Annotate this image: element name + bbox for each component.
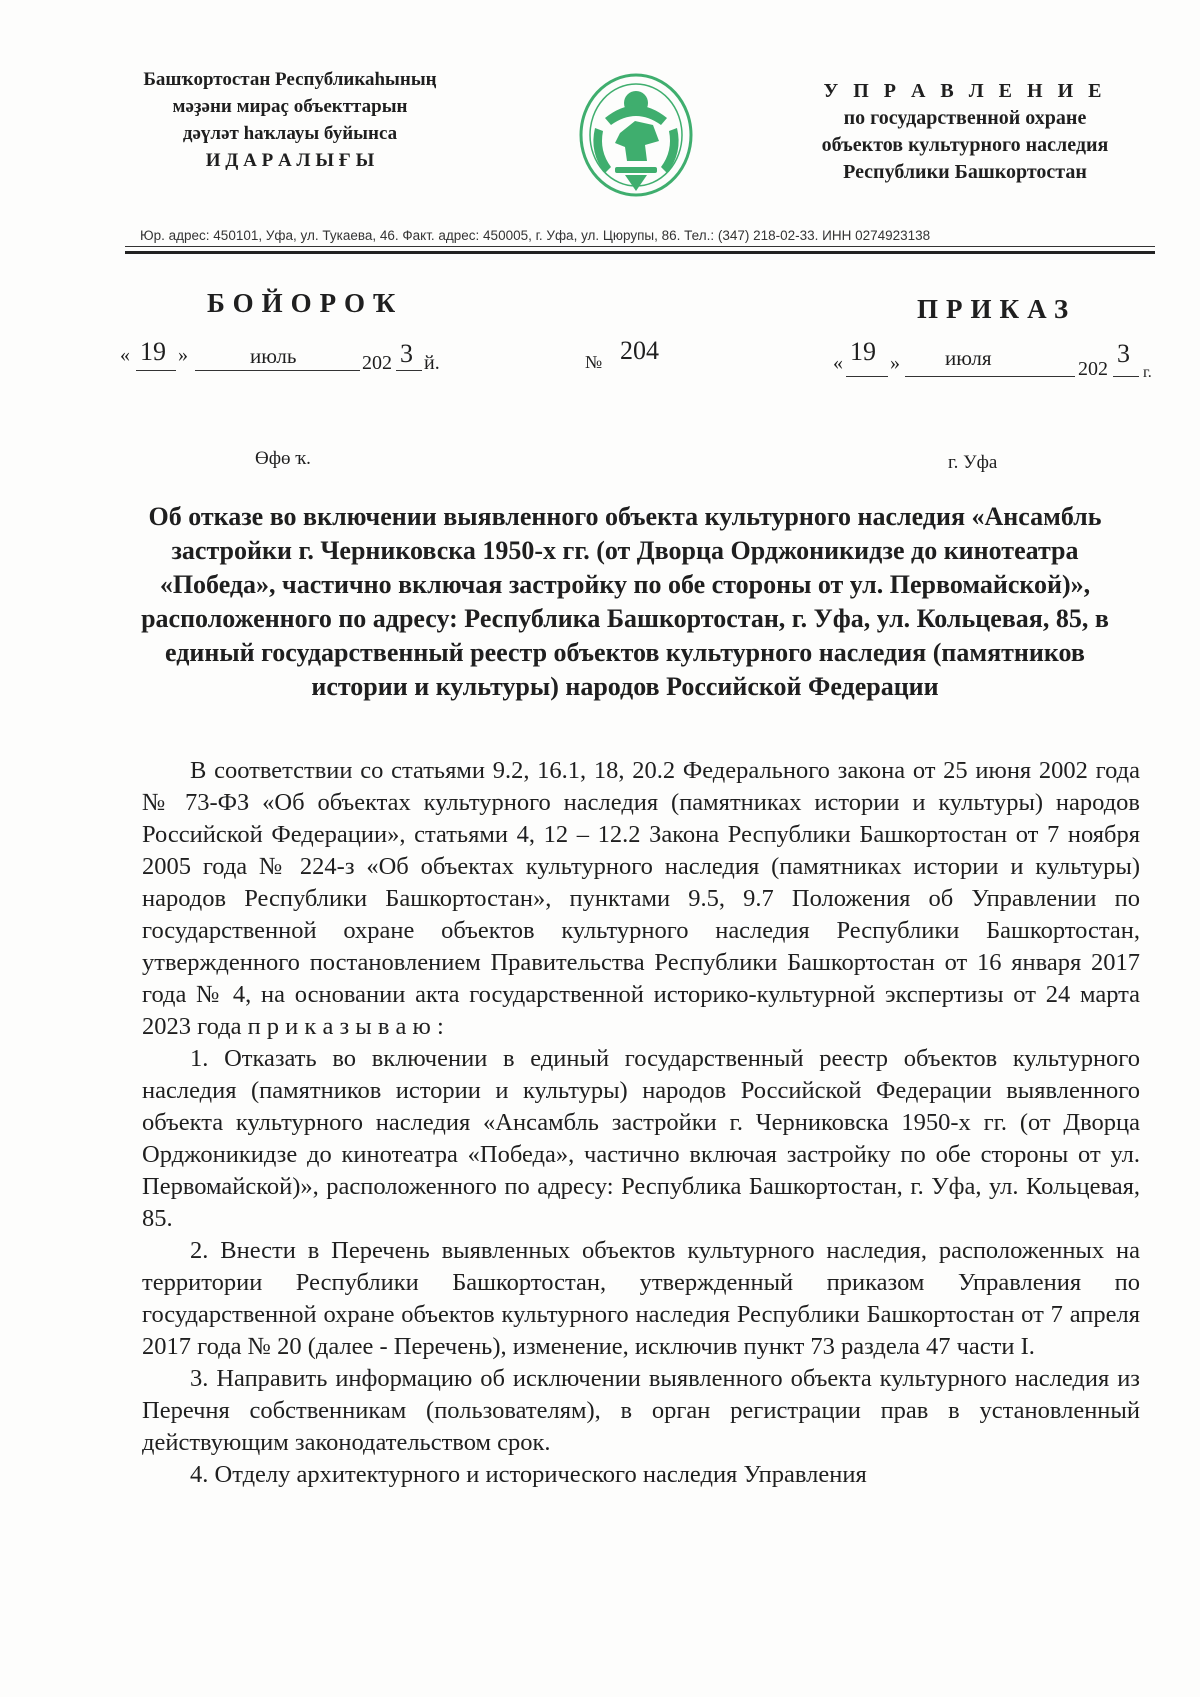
document-heading: Об отказе во включении выявленного объекта культурного наследия «Ансамбль застройки г. Черниковска 1950-х гг. (от Дворца Орджоникидзе до кинотеатра «Победа», частично включая застройку по обе стороны от ул. Первомайской)», расположенного по адресу: Республика Башкортостан, г. Уфа, ул. Кольцевая, 85, в единый государственный реестр объектов культурного наследия (памятников истории и культуры) народов Российской Федерации <box>141 502 1109 701</box>
document-body <box>142 755 1140 1491</box>
number-label: № <box>585 352 603 372</box>
place-bashkir: Өфө ҡ. <box>255 448 311 469</box>
bashkortostan-emblem-icon <box>575 63 697 203</box>
date-ru-month-line <box>905 376 1075 377</box>
header-right-line-2: по государственной охране <box>843 107 1087 129</box>
date-ru-day-line <box>846 376 888 377</box>
date-ba-day: 19 <box>140 337 166 366</box>
date-ru-month: июля <box>945 346 992 370</box>
date-ru-open: « <box>833 352 843 374</box>
date-ru-year-line <box>1113 376 1139 377</box>
date-ru-year-digit: 3 <box>1117 339 1130 368</box>
header-left-line-2: мәҙәни мираҫ объекттарын <box>172 96 408 117</box>
body-item-3: 3. Направить информацию об исключении выявленного объекта культурного наследия из Перечня собственникам (пользователям), в орган регистрации прав в установленный действующим законодательством срок. <box>142 1365 1140 1456</box>
header-right-line-4: Республики Башкортостан <box>843 161 1087 183</box>
date-ba-year-line <box>396 370 422 371</box>
date-ru-year-prefix: 202 <box>1078 358 1108 380</box>
order-number: 204 <box>620 336 659 365</box>
date-ru-suffix: г. <box>1143 364 1152 381</box>
title-russian: ПРИКАЗ <box>917 294 1077 324</box>
header-left-line-3: дәүләт һаҡлауы буйынса <box>182 123 398 144</box>
date-ba-suffix: й. <box>424 352 440 374</box>
body-item-1: 1. Отказать во включении в единый государственный реестр объектов культурного наследия (памятников истории и культуры) народов Российской Федерации выявленного объекта культурного наследия «Ансамбль застройки г. Черниковска 1950-х гг. (от Дворца Орджоникидзе до кинотеатра «Победа», частично включая застройку по обе стороны от ул. Первомайской)», расположенного по адресу: Республика Башкортостан, г. Уфа, ул. Кольцевая, 85. <box>142 1045 1140 1232</box>
header-divider-thin <box>125 246 1155 247</box>
date-ba-year-digit: 3 <box>400 339 413 368</box>
header-right-line-1: У П Р А В Л Е Н И Е <box>823 80 1107 102</box>
header-left-line-4: И Д А Р А Л Ы Ғ Ы <box>205 150 375 171</box>
header-left-block <box>100 66 480 174</box>
date-ba-year-prefix: 202 <box>362 352 392 374</box>
body-preamble: В соответствии со статьями 9.2, 16.1, 18, 20.2 Федерального закона от 25 июня 2002 года № 73-ФЗ «Об объектах культурного наследия (памятниках истории и культуры) народов Российской Федерации», статьями 4, 12 – 12.2 Закона Республики Башкортостан от 7 ноября 2005 года № 224-з «Об объектах культурного наследия (памятниках истории и культуры) народов Республики Башкортостан», пунктами 9.5, 9.7 Положения об Управлении по государственной охране объектов культурного наследия Республики Башкортостан, утвержденного постановлением Правительства Республики Башкортостан от 16 января 2017 года № 4, на основании акта государственной историко-культурной экспертизы от 24 марта 2023 года п р и к а з ы в а ю : <box>142 757 1140 1040</box>
header-right-block <box>790 78 1140 186</box>
date-ba-close: » <box>178 344 188 366</box>
date-ru-close: » <box>890 352 900 374</box>
header-divider-thick <box>125 251 1155 254</box>
date-ba-month: июль <box>250 344 297 368</box>
date-ba-month-line <box>195 370 360 371</box>
date-ba-open: « <box>120 344 130 366</box>
title-bashkir: БОЙОРОҠ <box>207 288 404 318</box>
place-russian: г. Уфа <box>948 452 998 473</box>
header-right-line-3: объектов культурного наследия <box>821 134 1109 156</box>
header-left-line-1: Башҡортостан Республикаһының <box>143 69 437 90</box>
address-line: Юр. адрес: 450101, Уфа, ул. Тукаева, 46. Факт. адрес: 450005, г. Уфа, ул. Цюрупы, 86. Тел.: (347) 218-02-33. ИНН 0274923138 <box>140 228 931 243</box>
body-item-2: 2. Внести в Перечень выявленных объектов культурного наследия, расположенных на территории Республики Башкортостан, утвержденный приказом Управления по государственной охране объектов культурного наследия Республики Башкортостан от 7 апреля 2017 года № 20 (далее - Перечень), изменение, исключив пункт 73 раздела 47 части I. <box>142 1237 1140 1360</box>
body-item-4: 4. Отделу архитектурного и исторического наследия Управления <box>190 1461 867 1488</box>
date-ru-day: 19 <box>850 337 876 366</box>
date-ba-day-line <box>136 370 176 371</box>
